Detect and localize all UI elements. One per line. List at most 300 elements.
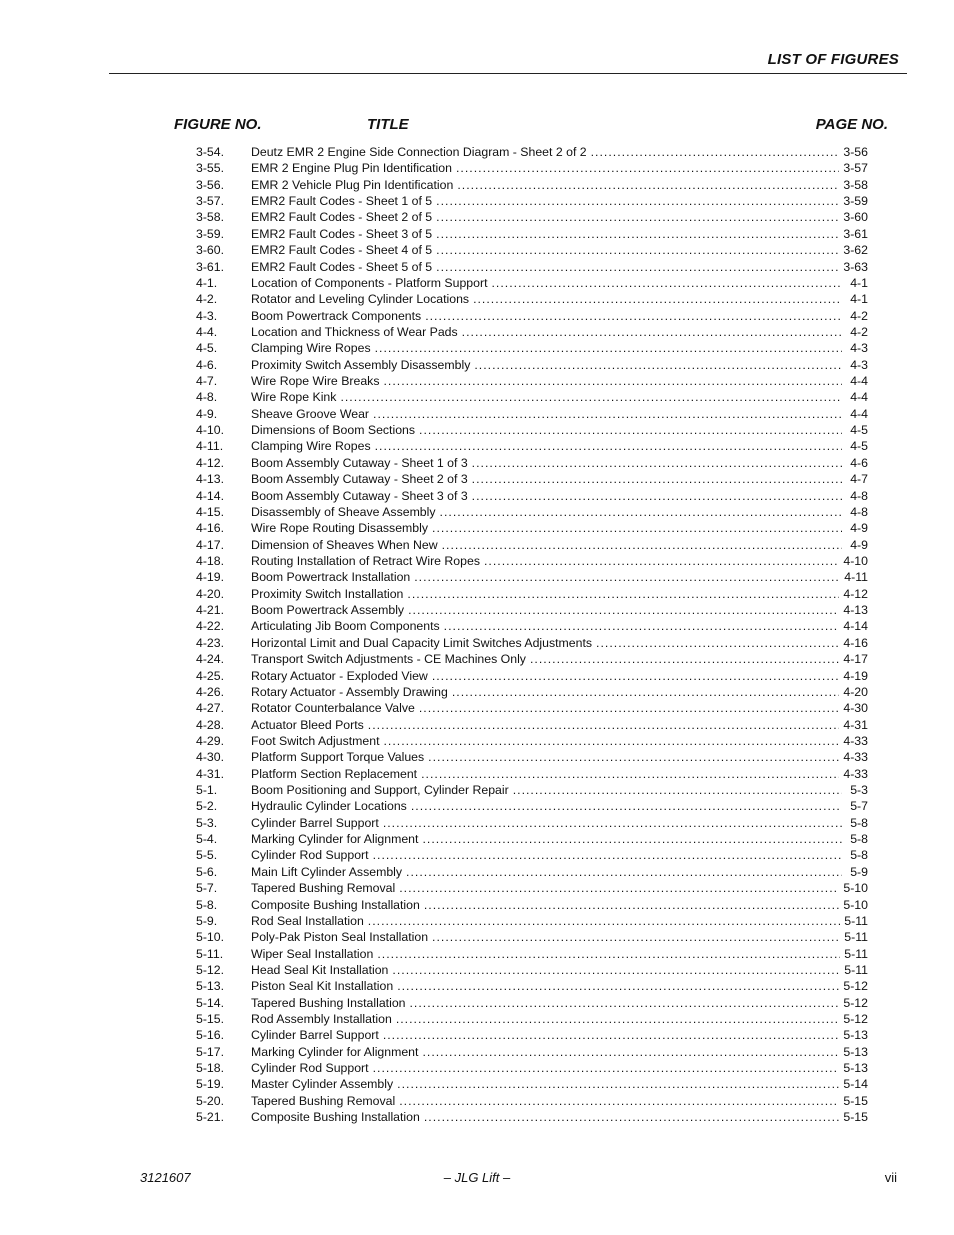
figure-title: Boom Assembly Cutaway - Sheet 3 of 3 (251, 488, 468, 503)
figure-list-item[interactable] (196, 913, 868, 929)
dot-leader (392, 962, 840, 978)
figure-title: Foot Switch Adjustment (251, 733, 380, 748)
figure-number: 4-16. (196, 521, 225, 536)
dot-leader (383, 815, 842, 831)
column-heading-figure-no: FIGURE NO. (174, 116, 262, 133)
figure-number: 3-59. (196, 226, 225, 241)
figure-title: Boom Powertrack Installation (251, 570, 411, 585)
figure-title: Master Cylinder Assembly (251, 1077, 394, 1092)
dot-leader (414, 569, 840, 585)
figure-title: Head Seal Kit Installation (251, 962, 389, 977)
figure-page-number: 4-33 (843, 766, 868, 781)
dot-leader (399, 880, 839, 896)
figure-page-number: 4-4 (850, 374, 868, 389)
dot-leader (373, 847, 842, 863)
figure-number: 5-3. (196, 815, 218, 830)
figure-number: 4-9. (196, 406, 218, 421)
figure-list-item[interactable] (196, 1060, 868, 1076)
figure-number: 4-17. (196, 537, 225, 552)
figure-list-item[interactable] (196, 1011, 868, 1027)
figure-title: Wire Rope Routing Disassembly (251, 521, 429, 536)
dot-leader (408, 602, 839, 618)
figure-page-number: 4-8 (850, 488, 868, 503)
dot-leader (397, 978, 839, 994)
figure-page-number: 3-62 (843, 243, 868, 258)
figure-number: 3-55. (196, 161, 225, 176)
figure-page-number: 3-60 (843, 210, 868, 225)
dot-leader (530, 651, 839, 667)
figure-page-number: 4-11 (844, 570, 868, 585)
figure-page-number: 4-6 (850, 455, 868, 470)
figure-number: 5-20. (196, 1093, 225, 1108)
figure-list-item[interactable] (196, 733, 868, 749)
figure-number: 4-11. (196, 439, 224, 454)
figure-number: 4-6. (196, 357, 218, 372)
figure-list-item[interactable] (196, 618, 868, 634)
dot-leader (375, 438, 842, 454)
figure-list-item[interactable] (196, 553, 868, 569)
figure-title: Boom Positioning and Support, Cylinder Repair (251, 783, 509, 798)
figure-title: EMR2 Fault Codes - Sheet 5 of 5 (251, 259, 433, 274)
figure-number: 3-60. (196, 243, 225, 258)
dot-leader (591, 144, 840, 160)
figure-list-item[interactable] (196, 488, 868, 504)
figure-title: Horizontal Limit and Dual Capacity Limit Switches Adjustments (251, 635, 593, 650)
figure-title: Proximity Switch Installation (251, 586, 404, 601)
figure-page-number: 4-8 (850, 504, 868, 519)
figure-list-item[interactable] (196, 897, 868, 913)
figure-list-item[interactable] (196, 259, 868, 275)
dot-leader (424, 897, 840, 913)
figure-list-item[interactable] (196, 635, 868, 651)
dot-leader (384, 733, 840, 749)
dot-leader (457, 177, 839, 193)
dot-leader (424, 1109, 840, 1125)
figure-title: Boom Powertrack Assembly (251, 603, 405, 618)
figure-page-number: 5-8 (850, 832, 868, 847)
figure-number: 5-13. (196, 979, 225, 994)
dot-leader (428, 749, 839, 765)
figure-page-number: 4-2 (850, 324, 868, 339)
figure-number: 4-4. (196, 324, 218, 339)
figure-list-item[interactable] (196, 995, 868, 1011)
figure-page-number: 4-12 (843, 586, 868, 601)
dot-leader (383, 373, 842, 389)
figure-number: 5-2. (196, 799, 218, 814)
figure-title: Location and Thickness of Wear Pads (251, 324, 458, 339)
figure-list-item[interactable] (196, 389, 868, 405)
figure-list-item[interactable] (196, 929, 868, 945)
figure-title: Poly-Pak Piston Seal Installation (251, 930, 429, 945)
figure-page-number: 5-11 (844, 913, 868, 928)
figure-page-number: 5-14 (843, 1077, 868, 1092)
dot-leader (419, 422, 842, 438)
figure-list-item[interactable] (196, 1076, 868, 1092)
figure-list-item[interactable] (196, 782, 868, 798)
figure-title: Marking Cylinder for Alignment (251, 832, 419, 847)
figure-title: Wire Rope Wire Breaks (251, 374, 380, 389)
dot-leader (436, 242, 839, 258)
figure-title: Rotator and Leveling Cylinder Locations (251, 292, 470, 307)
figure-title: Tapered Bushing Installation (251, 995, 406, 1010)
figure-title: Disassembly of Sheave Assembly (251, 504, 436, 519)
figure-title: Wire Rope Kink (251, 390, 337, 405)
figure-title: EMR2 Fault Codes - Sheet 2 of 5 (251, 210, 433, 225)
dot-leader (422, 1044, 839, 1060)
figure-list-item[interactable] (196, 177, 868, 193)
figure-page-number: 4-4 (850, 406, 868, 421)
dot-leader (432, 929, 840, 945)
column-heading-title: TITLE (367, 116, 409, 133)
figure-title: Cylinder Barrel Support (251, 815, 379, 830)
figure-list-item[interactable] (196, 684, 868, 700)
figure-page-number: 5-12 (843, 995, 868, 1010)
figure-list-item[interactable] (196, 242, 868, 258)
dot-leader (368, 913, 841, 929)
figure-list-item[interactable] (196, 193, 868, 209)
figure-page-number: 4-3 (850, 341, 868, 356)
footer-doc-number: 3121607 (140, 1170, 191, 1185)
figure-number: 3-56. (196, 177, 225, 192)
figure-page-number: 5-7 (850, 799, 868, 814)
figure-number: 5-4. (196, 832, 218, 847)
figure-title: Clamping Wire Ropes (251, 341, 371, 356)
figure-number: 4-25. (196, 668, 225, 683)
dot-leader (456, 160, 839, 176)
figure-page-number: 5-8 (850, 848, 868, 863)
figure-page-number: 4-9 (850, 521, 868, 536)
figure-title: EMR 2 Vehicle Plug Pin Identification (251, 177, 454, 192)
figure-number: 4-31. (196, 766, 225, 781)
figure-list-item[interactable] (196, 226, 868, 242)
figure-list-item[interactable] (196, 847, 868, 863)
figure-list-item[interactable] (196, 798, 868, 814)
dot-leader (377, 946, 840, 962)
figure-list-item[interactable] (196, 962, 868, 978)
figure-page-number: 4-10 (843, 553, 868, 568)
dot-leader (421, 766, 839, 782)
figure-number: 5-17. (196, 1044, 225, 1059)
figure-page-number: 4-16 (843, 635, 868, 650)
figure-page-number: 5-9 (850, 864, 868, 879)
figure-page-number: 5-15 (843, 1110, 868, 1125)
figure-list-item[interactable] (196, 1027, 868, 1043)
figure-list-item[interactable] (196, 651, 868, 667)
dot-leader (474, 357, 842, 373)
figure-list-item[interactable] (196, 160, 868, 176)
figure-list-item[interactable] (196, 373, 868, 389)
figure-number: 4-28. (196, 717, 225, 732)
figure-number: 4-13. (196, 472, 225, 487)
figure-list-item[interactable] (196, 602, 868, 618)
figure-page-number: 5-12 (843, 979, 868, 994)
figure-number: 4-10. (196, 423, 225, 438)
figure-number: 4-24. (196, 652, 225, 667)
figure-number: 4-30. (196, 750, 225, 765)
figure-title: Clamping Wire Ropes (251, 439, 371, 454)
dot-leader (411, 798, 842, 814)
figure-page-number: 4-5 (850, 439, 868, 454)
figure-title: EMR2 Fault Codes - Sheet 3 of 5 (251, 226, 433, 241)
figure-title: Routing Installation of Retract Wire Ropes (251, 553, 480, 568)
column-heading-page-no: PAGE NO. (815, 116, 888, 133)
figure-page-number: 5-11 (844, 962, 868, 977)
figure-list-item[interactable] (196, 569, 868, 585)
figure-number: 4-22. (196, 619, 225, 634)
figure-list-item[interactable] (196, 406, 868, 422)
figure-page-number: 4-5 (850, 423, 868, 438)
dot-leader (340, 389, 842, 405)
figure-list-item[interactable] (196, 1044, 868, 1060)
figure-number: 5-18. (196, 1061, 225, 1076)
figure-number: 4-5. (196, 341, 218, 356)
figure-title: Dimensions of Boom Sections (251, 423, 416, 438)
figure-list-item[interactable] (196, 1109, 868, 1125)
dot-leader (436, 226, 839, 242)
figure-number: 3-58. (196, 210, 225, 225)
figure-list-item[interactable] (196, 766, 868, 782)
figure-title: Tapered Bushing Removal (251, 1093, 396, 1108)
figure-title: Cylinder Rod Support (251, 848, 369, 863)
figure-list-item[interactable] (196, 537, 868, 553)
figure-list-item[interactable] (196, 340, 868, 356)
dot-leader (368, 717, 840, 733)
figure-title: Piston Seal Kit Installation (251, 979, 394, 994)
figure-list-item[interactable] (196, 864, 868, 880)
figure-title: Boom Powertrack Components (251, 308, 422, 323)
figure-number: 5-7. (196, 881, 218, 896)
figure-title: Marking Cylinder for Alignment (251, 1044, 419, 1059)
figure-number: 4-8. (196, 390, 218, 405)
figure-number: 4-23. (196, 635, 225, 650)
figure-title: Platform Support Torque Values (251, 750, 425, 765)
dot-leader (432, 668, 840, 684)
figure-list-item[interactable] (196, 700, 868, 716)
dot-leader (473, 291, 842, 307)
figure-page-number: 4-30 (843, 701, 868, 716)
figure-number: 4-19. (196, 570, 225, 585)
figure-page-number: 4-14 (843, 619, 868, 634)
dot-leader (397, 1076, 839, 1092)
figure-page-number: 3-58 (843, 177, 868, 192)
figure-number: 4-2. (196, 292, 218, 307)
figure-number: 5-19. (196, 1077, 225, 1092)
figure-number: 5-5. (196, 848, 218, 863)
figure-title: Rod Assembly Installation (251, 1012, 392, 1027)
figure-title: Cylinder Rod Support (251, 1061, 369, 1076)
figure-title: Platform Section Replacement (251, 766, 418, 781)
figure-list-item[interactable] (196, 586, 868, 602)
figure-list-item[interactable] (196, 1093, 868, 1109)
dot-leader (492, 275, 843, 291)
figure-number: 3-57. (196, 194, 225, 209)
figure-number: 3-54. (196, 145, 225, 159)
figure-title: Articulating Jib Boom Components (251, 619, 440, 634)
dot-leader (442, 537, 842, 553)
figure-number: 4-14. (196, 488, 225, 503)
figure-list-item[interactable] (196, 717, 868, 733)
figure-list-item[interactable] (196, 275, 868, 291)
figure-page-number: 5-10 (843, 897, 868, 912)
dot-leader (436, 259, 839, 275)
dot-leader (383, 1027, 840, 1043)
figure-page-number: 5-13 (843, 1061, 868, 1076)
figure-list (196, 144, 868, 1126)
figure-page-number: 4-33 (843, 750, 868, 765)
dot-leader (452, 684, 840, 700)
dot-leader (436, 209, 839, 225)
figure-page-number: 5-8 (850, 815, 868, 830)
figure-page-number: 4-1 (850, 275, 868, 290)
figure-page-number: 4-17 (843, 652, 868, 667)
figure-number: 3-61. (196, 259, 225, 274)
figure-page-number: 4-31 (843, 717, 868, 732)
figure-number: 4-18. (196, 553, 225, 568)
figure-number: 5-16. (196, 1028, 225, 1043)
figure-title: Actuator Bleed Ports (251, 717, 364, 732)
figure-title: Tapered Bushing Removal (251, 881, 396, 896)
figure-number: 4-27. (196, 701, 225, 716)
footer-page-number: vii (884, 1170, 897, 1185)
figure-list-item[interactable] (196, 749, 868, 765)
figure-title: Boom Assembly Cutaway - Sheet 1 of 3 (251, 455, 468, 470)
figure-page-number: 5-11 (844, 930, 868, 945)
figure-list-item[interactable] (196, 946, 868, 962)
figure-title: Transport Switch Adjustments - CE Machines Only (251, 652, 526, 667)
figure-title: EMR 2 Engine Plug Pin Identification (251, 161, 452, 176)
figure-title: Boom Assembly Cutaway - Sheet 2 of 3 (251, 472, 468, 487)
header-rule (109, 73, 907, 74)
figure-page-number: 3-63 (843, 259, 868, 274)
dot-leader (472, 455, 842, 471)
figure-page-number: 4-20 (843, 684, 868, 699)
figure-title: Cylinder Barrel Support (251, 1028, 379, 1043)
dot-leader (436, 193, 839, 209)
dot-leader (596, 635, 839, 651)
figure-page-number: 3-57 (843, 161, 868, 176)
figure-page-number: 3-56 (843, 145, 868, 159)
figure-page-number: 4-2 (850, 308, 868, 323)
figure-list-item[interactable] (196, 668, 868, 684)
dot-leader (396, 1011, 840, 1027)
dot-leader (375, 340, 842, 356)
figure-page-number: 4-3 (850, 357, 868, 372)
figure-number: 5-6. (196, 864, 218, 879)
figure-page-number: 4-1 (850, 292, 868, 307)
figure-number: 5-8. (196, 897, 218, 912)
figure-list-item[interactable] (196, 831, 868, 847)
dot-leader (419, 700, 840, 716)
figure-list-item[interactable] (196, 324, 868, 340)
figure-page-number: 5-13 (843, 1044, 868, 1059)
figure-title: Rod Seal Installation (251, 913, 364, 928)
dot-leader (432, 520, 842, 536)
figure-page-number: 4-13 (843, 603, 868, 618)
figure-number: 5-15. (196, 1012, 225, 1027)
figure-title: Dimension of Sheaves When New (251, 537, 438, 552)
figure-page-number: 5-10 (843, 881, 868, 896)
figure-list-item[interactable] (196, 455, 868, 471)
figure-number: 5-10. (196, 930, 225, 945)
figure-number: 4-20. (196, 586, 225, 601)
dot-leader (373, 406, 842, 422)
figure-title: EMR2 Fault Codes - Sheet 1 of 5 (251, 194, 433, 209)
figure-page-number: 4-33 (843, 733, 868, 748)
dot-leader (513, 782, 842, 798)
figure-number: 5-14. (196, 995, 225, 1010)
dot-leader (373, 1060, 840, 1076)
figure-list-item[interactable] (196, 209, 868, 225)
footer-publisher: – JLG Lift – (443, 1170, 511, 1185)
figure-title: Composite Bushing Installation (251, 897, 420, 912)
figure-list-item[interactable] (196, 520, 868, 536)
figure-number: 4-29. (196, 733, 225, 748)
figure-number: 5-21. (196, 1110, 225, 1125)
dot-leader (472, 488, 842, 504)
figure-list-item[interactable] (196, 144, 868, 160)
figure-number: 4-7. (196, 374, 218, 389)
figure-number: 5-12. (196, 962, 225, 977)
figure-title: Composite Bushing Installation (251, 1110, 420, 1125)
figure-page-number: 3-61 (843, 226, 868, 241)
figure-title: Proximity Switch Assembly Disassembly (251, 357, 471, 372)
figure-list-item[interactable] (196, 978, 868, 994)
figure-title: Deutz EMR 2 Engine Side Connection Diagram - Sheet 2 of 2 (251, 145, 587, 159)
figure-list-item[interactable] (196, 308, 868, 324)
figure-list-item[interactable] (196, 815, 868, 831)
figure-title: Wiper Seal Installation (251, 946, 374, 961)
dot-leader (444, 618, 840, 634)
dot-leader (440, 504, 842, 520)
figure-list-item[interactable] (196, 438, 868, 454)
figure-page-number: 5-3 (850, 783, 868, 798)
figure-title: Rotator Counterbalance Valve (251, 701, 415, 716)
figure-number: 4-26. (196, 684, 225, 699)
figure-title: Location of Components - Platform Support (251, 275, 488, 290)
figure-list-item[interactable] (196, 471, 868, 487)
page-header-title: LIST OF FIGURES (767, 51, 899, 68)
figure-page-number: 4-7 (850, 472, 868, 487)
figure-number: 4-1. (196, 275, 218, 290)
dot-leader (399, 1093, 839, 1109)
figure-page-number: 3-59 (843, 194, 868, 209)
figure-page-number: 5-15 (843, 1093, 868, 1108)
figure-list-item[interactable] (196, 880, 868, 896)
figure-title: Rotary Actuator - Assembly Drawing (251, 684, 448, 699)
dot-leader (472, 471, 842, 487)
figure-page-number: 4-9 (850, 537, 868, 552)
dot-leader (406, 864, 842, 880)
figure-number: 4-3. (196, 308, 218, 323)
figure-page-number: 4-19 (843, 668, 868, 683)
figure-page-number: 5-13 (843, 1028, 868, 1043)
figure-list-item[interactable] (196, 504, 868, 520)
figure-list-item[interactable] (196, 291, 868, 307)
figure-number: 5-11. (196, 946, 224, 961)
figure-title: Sheave Groove Wear (251, 406, 370, 421)
figure-list-item[interactable] (196, 357, 868, 373)
figure-title: Main Lift Cylinder Assembly (251, 864, 403, 879)
figure-number: 4-21. (196, 603, 225, 618)
figure-page-number: 4-4 (850, 390, 868, 405)
dot-leader (410, 995, 840, 1011)
figure-list-item[interactable] (196, 422, 868, 438)
figure-number: 4-12. (196, 455, 225, 470)
dot-leader (425, 308, 842, 324)
dot-leader (407, 586, 839, 602)
figure-title: Hydraulic Cylinder Locations (251, 799, 407, 814)
dot-leader (462, 324, 842, 340)
